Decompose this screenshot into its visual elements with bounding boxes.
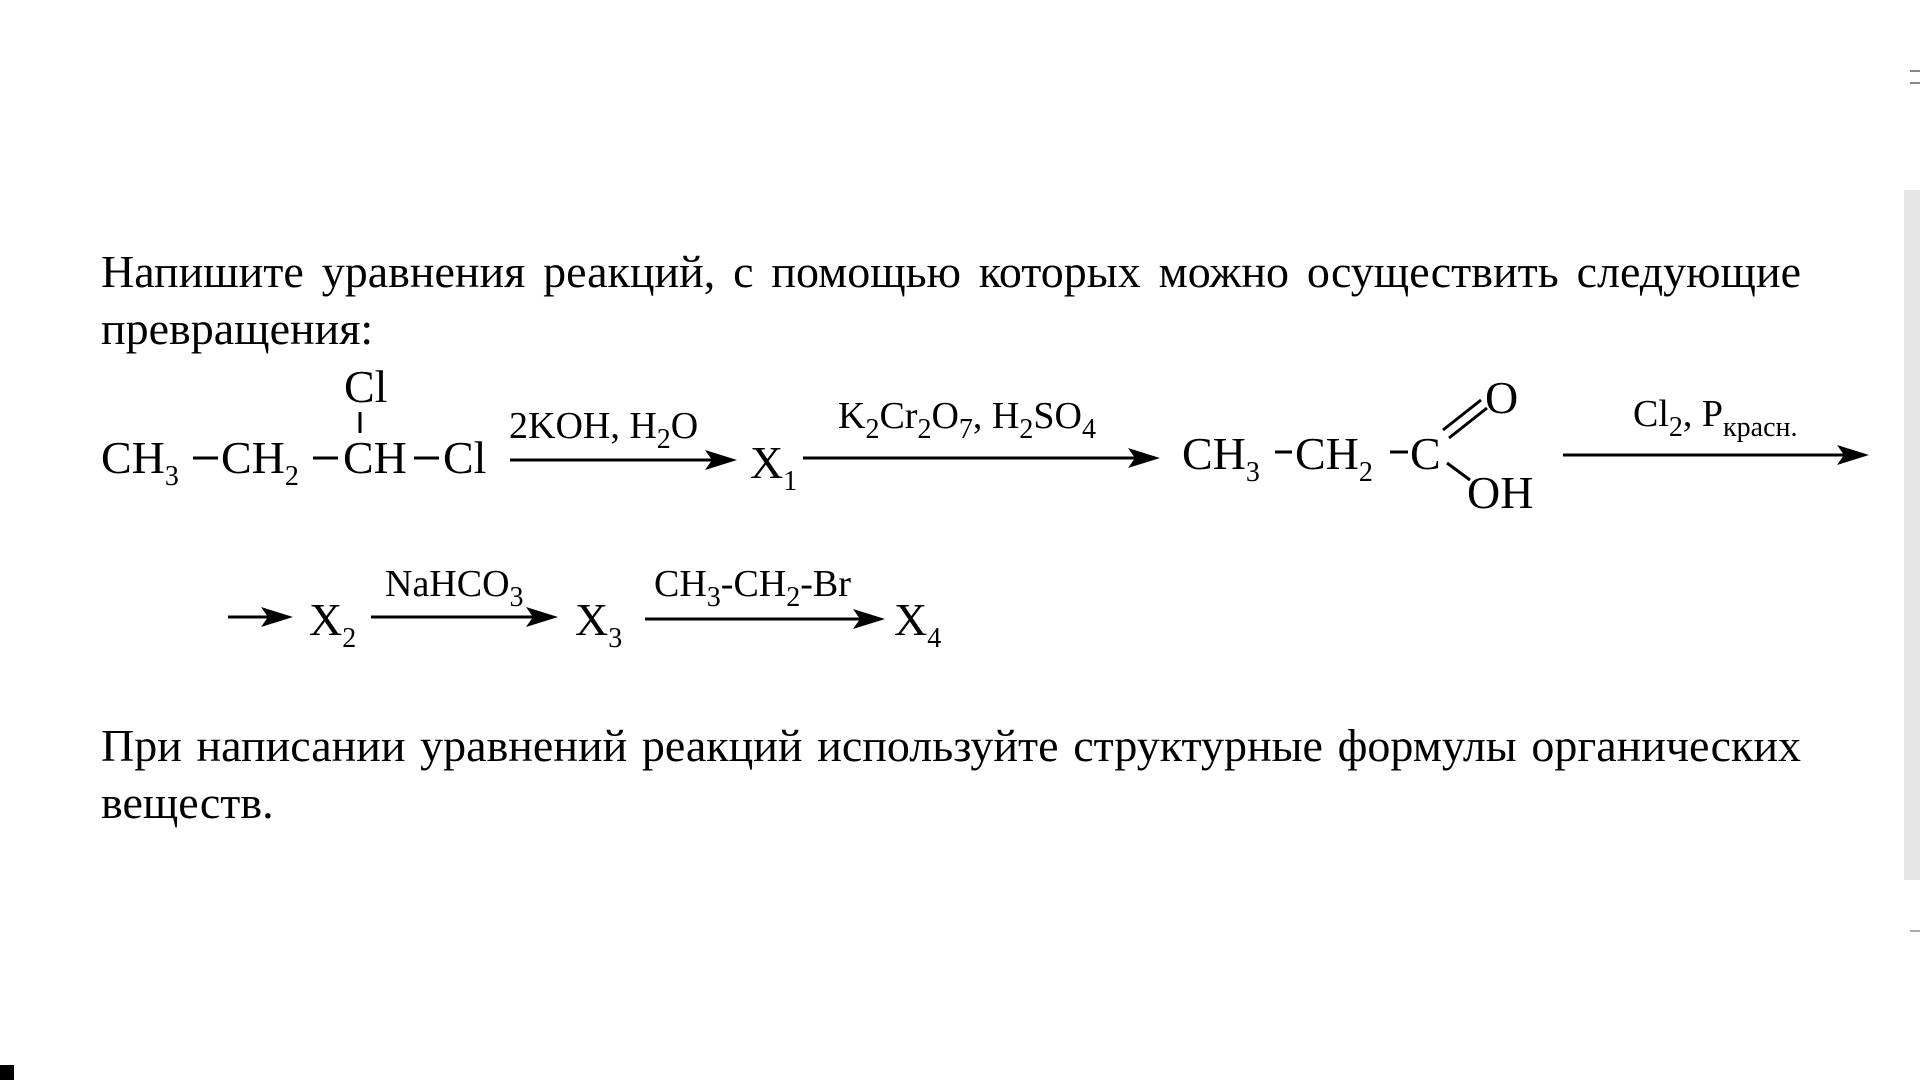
- x4-label: [894, 594, 941, 654]
- svg-text:NaHCO3: NaHCO$_3$: [385, 563, 524, 613]
- scroll-edge-mark: [1910, 70, 1920, 72]
- arrow-step-1: [509, 405, 737, 470]
- arrow-step-4: [371, 563, 558, 627]
- svg-text:C: C: [1410, 428, 1441, 479]
- svg-text:CH: CH: [343, 432, 407, 483]
- svg-text:CH2: $CH_2$: [1295, 428, 1373, 488]
- task-outro: При написании уравнений реакций используйте структурные формулы органических веществ.: [101, 720, 1801, 828]
- continuation-arrow: [228, 607, 293, 627]
- chlorine-right: Cl: [443, 432, 487, 483]
- vertical-scrollbar[interactable]: [1904, 190, 1920, 880]
- svg-text:Cl2, Pкрасн.: $Cl_2$, $P_{красн.}$: [1633, 393, 1798, 443]
- starting-compound: [101, 361, 486, 492]
- x3-label: [575, 594, 622, 654]
- corner-marker: [0, 1065, 14, 1080]
- carbonyl-oxygen: O: [1485, 372, 1519, 423]
- arrow-step-3: [1563, 393, 1869, 465]
- svg-text:K2Cr2O7, H2SO4: $K_2Cr_2O_7$, $H_2SO_4$: [838, 395, 1096, 445]
- arrow-step-2: [803, 395, 1160, 468]
- chlorine-top: Cl: [344, 361, 388, 412]
- svg-text:CH3-CH2-Br: $CH_3-CH_2-Br$: [654, 563, 851, 613]
- x2-label: [309, 594, 356, 654]
- x1-label: [750, 437, 797, 497]
- scroll-edge-mark: [1910, 82, 1920, 84]
- svg-text:X1: $X_1$: [750, 437, 798, 497]
- svg-text:CH3: $CH_3$: [101, 432, 179, 492]
- svg-text:X2: $X_2$: [309, 594, 357, 654]
- scroll-edge-mark: [1910, 930, 1920, 932]
- arrow-step-5: [645, 563, 885, 629]
- task-intro: Напишите уравнения реакций, с помощью которых можно осуществить следующие превращения:: [101, 246, 1801, 354]
- svg-text:X3: $X_3$: [575, 594, 623, 654]
- svg-text:CH3: $CH_3$: [1182, 428, 1260, 488]
- svg-text:CH2: $CH_2$: [221, 432, 299, 492]
- propanoic-acid: [1182, 372, 1533, 518]
- svg-text:2KOH, H2O: 2KOH, $H_2O$: [509, 405, 699, 455]
- svg-text:X4: $X_4$: [894, 594, 942, 654]
- hydroxyl-group: OH: [1467, 467, 1534, 518]
